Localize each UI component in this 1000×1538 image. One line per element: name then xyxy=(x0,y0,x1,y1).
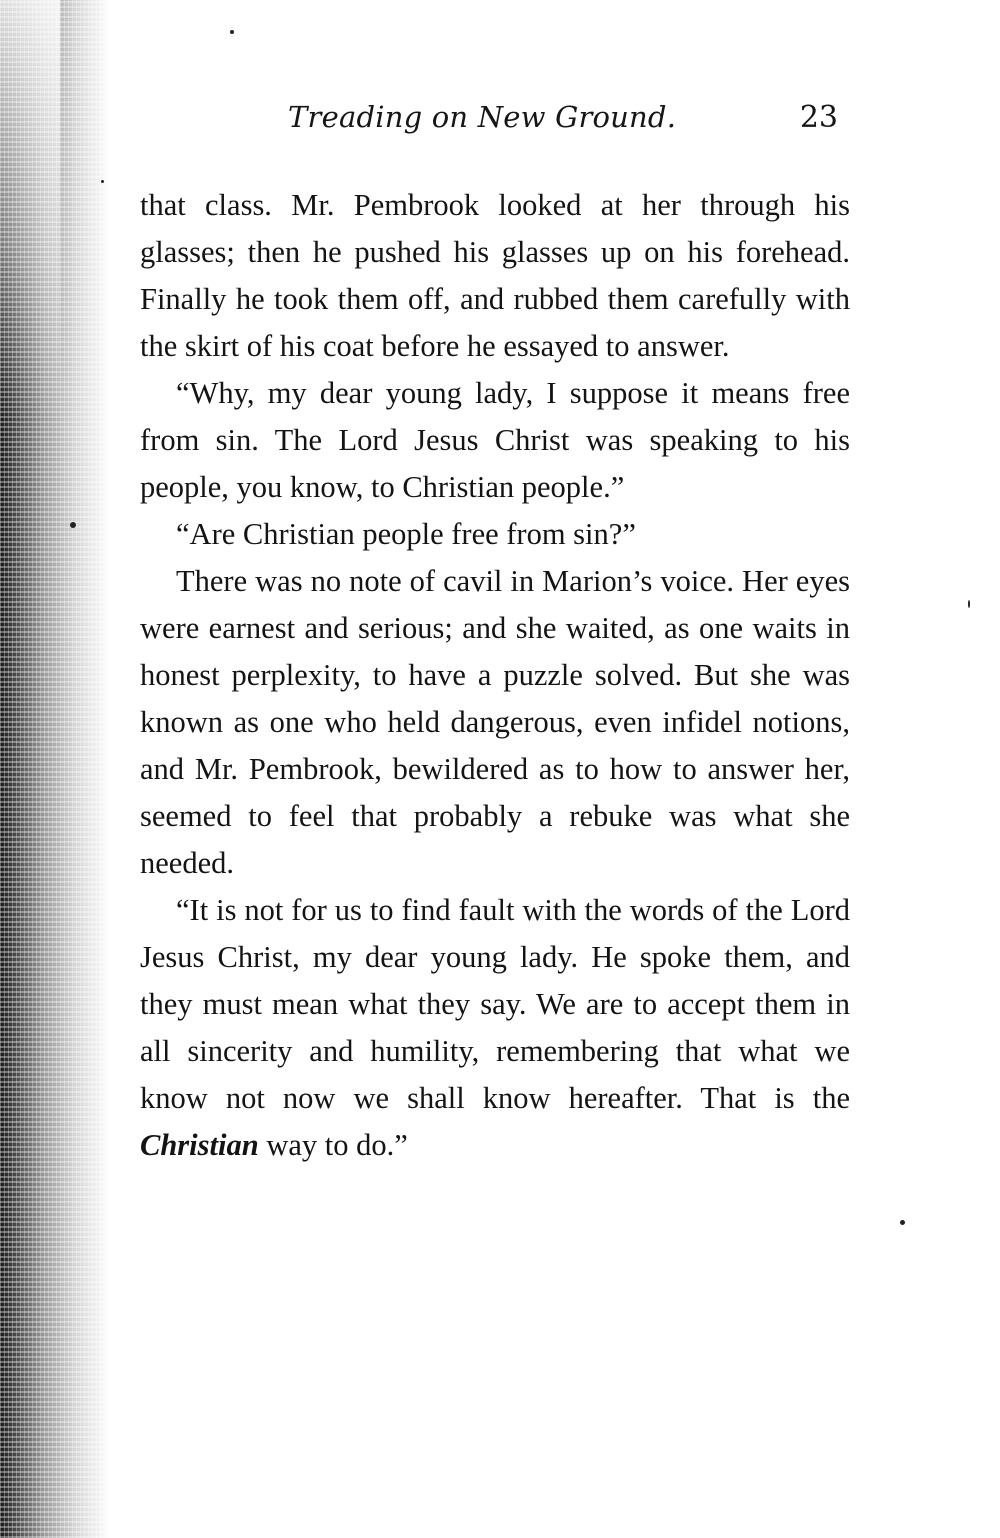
paragraph-continuation: that class. Mr. Pembrook looked at her through his glasses; then he pushed his glasses up on his forehead. Finally he took them off, and rubbed them carefully with the skirt of his coat before he essayed to answer. xyxy=(140,188,850,363)
scan-speck xyxy=(900,1220,905,1225)
body-text xyxy=(140,182,850,1169)
running-head xyxy=(288,100,848,140)
running-title: Treading on New Ground. xyxy=(288,100,677,134)
dialogue-2-text: “It is not for us to find fault with the words of the Lord Jesus Christ, my dear young lady. He spoke them, and they must mean what they say. We are to accept them in all sincerity and humility, remembering that what we know not now we shall know hereafter. That is the xyxy=(140,893,850,1115)
scan-speck xyxy=(101,180,104,183)
page-number: 23 xyxy=(799,100,838,135)
scan-speck xyxy=(968,600,970,608)
gutter-fade xyxy=(0,0,60,420)
emphasized-word: Christian xyxy=(140,1128,259,1162)
scan-speck xyxy=(230,30,234,34)
paragraph-narration: There was no note of cavil in Marion’s voice. Her eyes were earnest and serious; and she waited, as one waits in honest perplexity, to have a puzzle solved. But she was known as one who held dangerous, even infidel notions, and Mr. Pembrook, bewildered as to how to answer her, seemed to feel that probably a rebuke was what she needed. xyxy=(140,564,850,880)
scan-speck xyxy=(70,522,76,528)
paragraph-dialogue-2 xyxy=(140,887,850,1169)
paragraph-dialogue-1: “Why, my dear young lady, I suppose it means free from sin. The Lord Jesus Christ was speaking to his people, you know, to Christian people.” xyxy=(140,376,850,504)
paragraph-question: “Are Christian people free from sin?” xyxy=(176,517,636,551)
dialogue-2-ending: way to do.” xyxy=(266,1128,408,1162)
